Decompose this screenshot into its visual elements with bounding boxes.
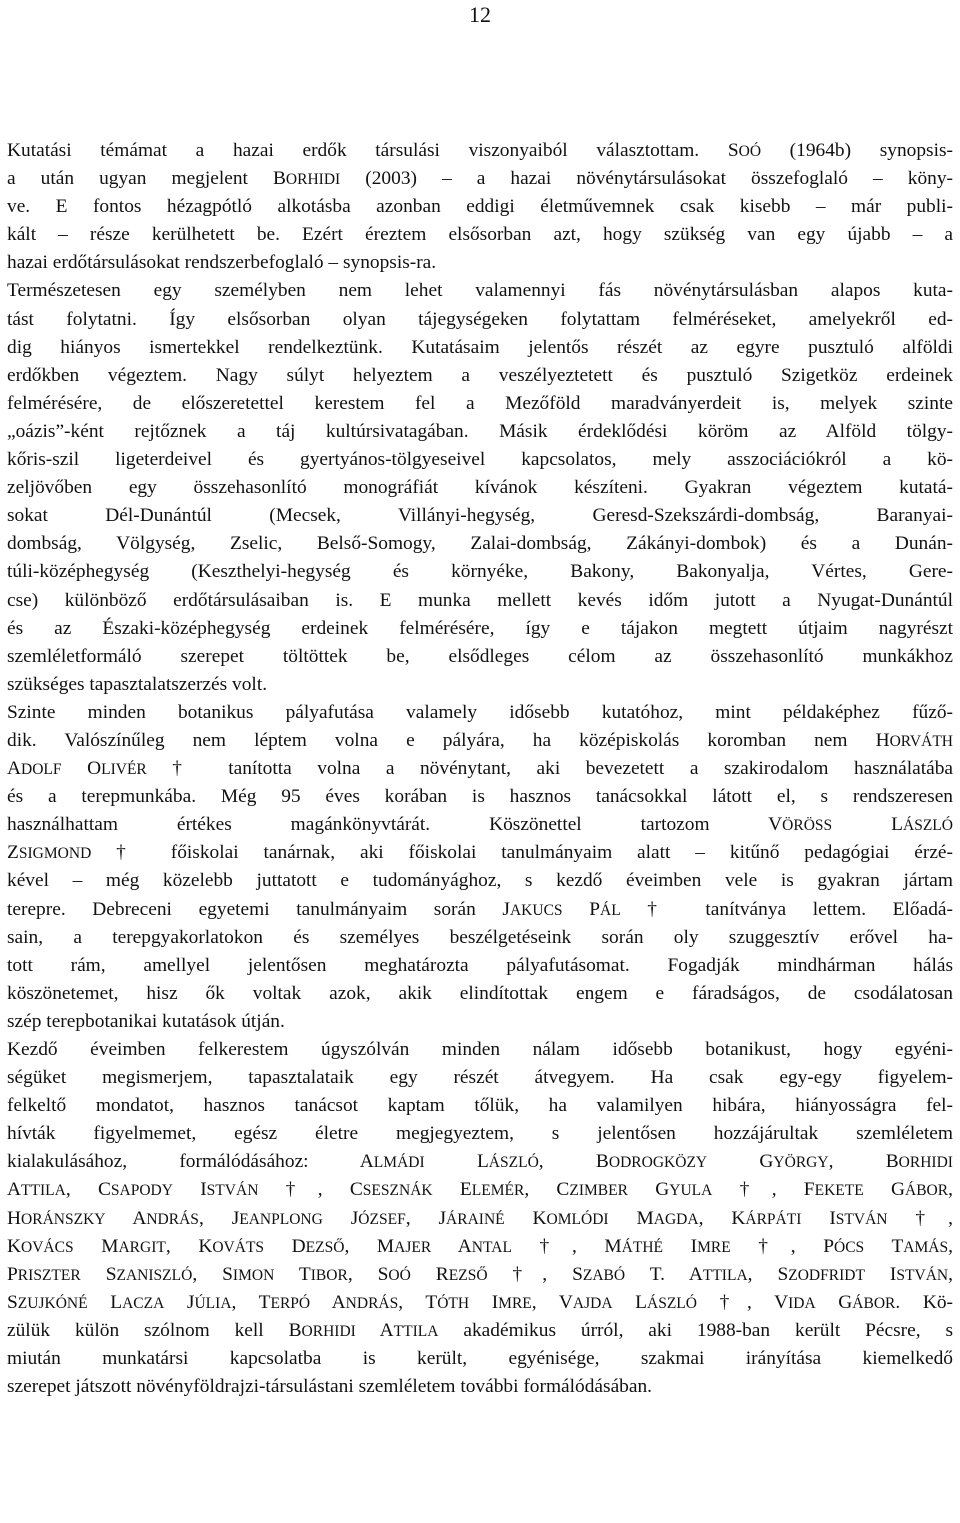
- text-line: hívták figyelmemet, egész életre megjegyeztem, s jelentősen hozzájárultak szemléletem: [7, 1123, 953, 1145]
- text-line: dombság, Völgység, Zselic, Belső-Somogy, Zalai-dombság, Zákányi-dombok) és a Dunán-: [7, 533, 953, 555]
- text-line: szemléletformáló szerepet töltöttek be, elsődleges célom az összehasonlító munkákhoz: [7, 645, 953, 667]
- text-line: ATTILA, CSAPODY ISTVÁN †, CSESZNÁK ELEMÉR, CZIMBER GYULA †, FEKETE GÁBOR,: [7, 1179, 953, 1201]
- text-line: PRISZTER SZANISZLÓ, SIMON TIBOR, SOÓ REZSŐ †, SZABÓ T. ATTILA, SZODFRIDT ISTVÁN,: [7, 1263, 953, 1285]
- page-number: 12: [469, 2, 491, 27]
- text-line: cse) különböző erdőtársulásaiban is. E munka mellett kevés időm jutott a Nyugat-Dunántúl: [7, 589, 953, 611]
- text-line: kével – még közelebb juttatott e tudományághoz, s kezdő éveimben vele is gyakran jártam: [7, 870, 953, 892]
- text-line: kált – része kerülhetett be. Ezért éreztem elsősorban azt, hogy szükség van egy újabb – a: [7, 224, 953, 246]
- text-line: felkeltő mondatot, hasznos tanácsot kaptam tőlük, ha valamilyen hibára, hiányosságra fel-: [7, 1095, 953, 1117]
- text-line: használhattam értékes magánkönyvtárát. Köszönettel tartozom VÖRÖSS LÁSZLÓ: [7, 814, 953, 836]
- text-line: ve. E fontos hézagpótló alkotásba azonban eddigi életművemnek csak kisebb – már publi-: [7, 196, 953, 218]
- text-line: tott rám, amellyel jelentősen meghatározta pályafutásomat. Fogadják mindhárman hálás: [7, 954, 953, 976]
- text-line: KOVÁCS MARGIT, KOVÁTS DEZSŐ, MAJER ANTAL †, MÁTHÉ IMRE †, PÓCS TAMÁS,: [7, 1235, 953, 1257]
- text-line: szép terepbotanikai kutatások útján.: [7, 1010, 285, 1032]
- text-line: dik. Valószínűleg nem léptem volna e pályára, ha középiskolás koromban nem HORVÁTH: [7, 729, 953, 751]
- text-line: szükséges tapasztalatszerzés volt.: [7, 673, 268, 695]
- text-line: Szinte minden botanikus pályafutása valamely idősebb kutatóhoz, mint példaképhez fűző-: [7, 701, 953, 723]
- paragraph-1: [7, 137, 953, 277]
- text-line: sokat Dél-Dunántúl (Mecsek, Villányi-hegység, Geresd-Szekszárdi-dombság, Baranyai-: [7, 505, 953, 527]
- text-line: túli-középhegység (Keszthelyi-hegység és környéke, Bakony, Bakonyalja, Vértes, Gere-: [7, 561, 953, 583]
- text-line: terepre. Debreceni egyetemi tanulmányaim során JAKUCS PÁL † tanítványa lettem. Előadá-: [7, 898, 953, 920]
- text-line: ADOLF OLIVÉR † tanította volna a növénytant, aki bevezetett a szakirodalom használatába: [7, 758, 953, 780]
- text-line: „oázis”-ként rejtőznek a táj kultúrsivatagában. Másik érdeklődési köröm az Alföld tölgy-: [7, 420, 953, 442]
- text-line: szerepet játszott növényföldrajzi-társulástani szemléletem további formálódásában.: [7, 1376, 653, 1398]
- text-line: Kutatási témámat a hazai erdők társulási viszonyaiból választottam. SOÓ (1964b) synopsis-: [7, 140, 953, 161]
- text-line: miután munkatársi kapcsolatba is került, egyénisége, szakmai irányítása kiemelkedő: [7, 1348, 953, 1370]
- text-line: a után ugyan megjelent BORHIDI (2003) – a hazai növénytársulásokat összefoglaló – köny-: [7, 168, 953, 190]
- text-line: felmérésére, de előszeretettel kerestem fel a Mezőföld maradványerdeit is, melyek szinte: [7, 392, 953, 414]
- body-text: [7, 137, 953, 1401]
- text-line: kőris-szil ligeterdeivel és gyertyános-tölgyeseivel kapcsolatos, mely asszociációkról a kö-: [7, 449, 953, 471]
- text-line: köszönetemet, hisz ők voltak azok, akik elindítottak engem e fáradságos, de csodálatosan: [7, 982, 953, 1004]
- text-line: sain, a terepgyakorlatokon és személyes beszélgetéseink során oly szuggesztív erővel ha-: [7, 926, 953, 948]
- text-line: Természetesen egy személyben nem lehet valamennyi fás növénytársulásban alapos kuta-: [7, 280, 953, 302]
- text-line: és az Északi-középhegység erdeinek felmérésére, így e tájakon megtett útjaim nagyrészt: [7, 617, 953, 639]
- text-line: dig hiányos ismertekkel rendelkeztünk. Kutatásaim jelentős részét az egyre pusztuló alföldi: [7, 336, 953, 358]
- text-line: zülük külön szólnom kell BORHIDI ATTILA akadémikus úrról, aki 1988-ban került Pécsre, s: [7, 1319, 953, 1341]
- text-line: SZUJKÓNÉ LACZA JÚLIA, TERPÓ ANDRÁS, TÓTH IMRE, VAJDA LÁSZLÓ †, VIDA GÁBOR. Kö-: [7, 1291, 953, 1313]
- text-line: ZSIGMOND † főiskolai tanárnak, aki főiskolai tanulmányaim alatt – kitűnő pedagógiai érzé-: [7, 842, 953, 864]
- text-line: és a terepmunkába. Még 95 éves korában is hasznos tanácsokkal látott el, s rendszeresen: [7, 786, 953, 808]
- paragraph-2: [7, 277, 953, 698]
- text-line: erdőkben végeztem. Nagy súlyt helyeztem a veszélyeztetett és pusztuló Szigetköz erdeinek: [7, 364, 953, 386]
- text-line: hazai erdőtársulásokat rendszerbefoglaló – synopsis-ra.: [7, 252, 437, 274]
- text-line: kialakulásához, formálódásához: ALMÁDI LÁSZLÓ, BODROGKÖZY GYÖRGY, BORHIDI: [7, 1151, 953, 1173]
- text-line: Kezdő éveimben felkerestem úgyszólván minden nálam idősebb botanikust, hogy egyéni-: [7, 1039, 953, 1060]
- paragraph-4: [7, 1036, 953, 1401]
- text-line: ségüket megismerjem, tapasztalataik egy részét átvegyem. Ha csak egy-egy figyelem-: [7, 1067, 953, 1089]
- text-line: HORÁNSZKY ANDRÁS, JEANPLONG JÓZSEF, JÁRAINÉ KOMLÓDI MAGDA, KÁRPÁTI ISTVÁN †,: [7, 1207, 953, 1229]
- paragraph-3: [7, 699, 953, 1036]
- text-line: zeljövőben egy összehasonlító monográfiát kívánok készíteni. Gyakran végeztem kutatá-: [7, 477, 953, 499]
- text-line: tást folytatni. Így elsősorban olyan tájegységeken folytattam felméréseket, amelyekről ed-: [7, 308, 953, 330]
